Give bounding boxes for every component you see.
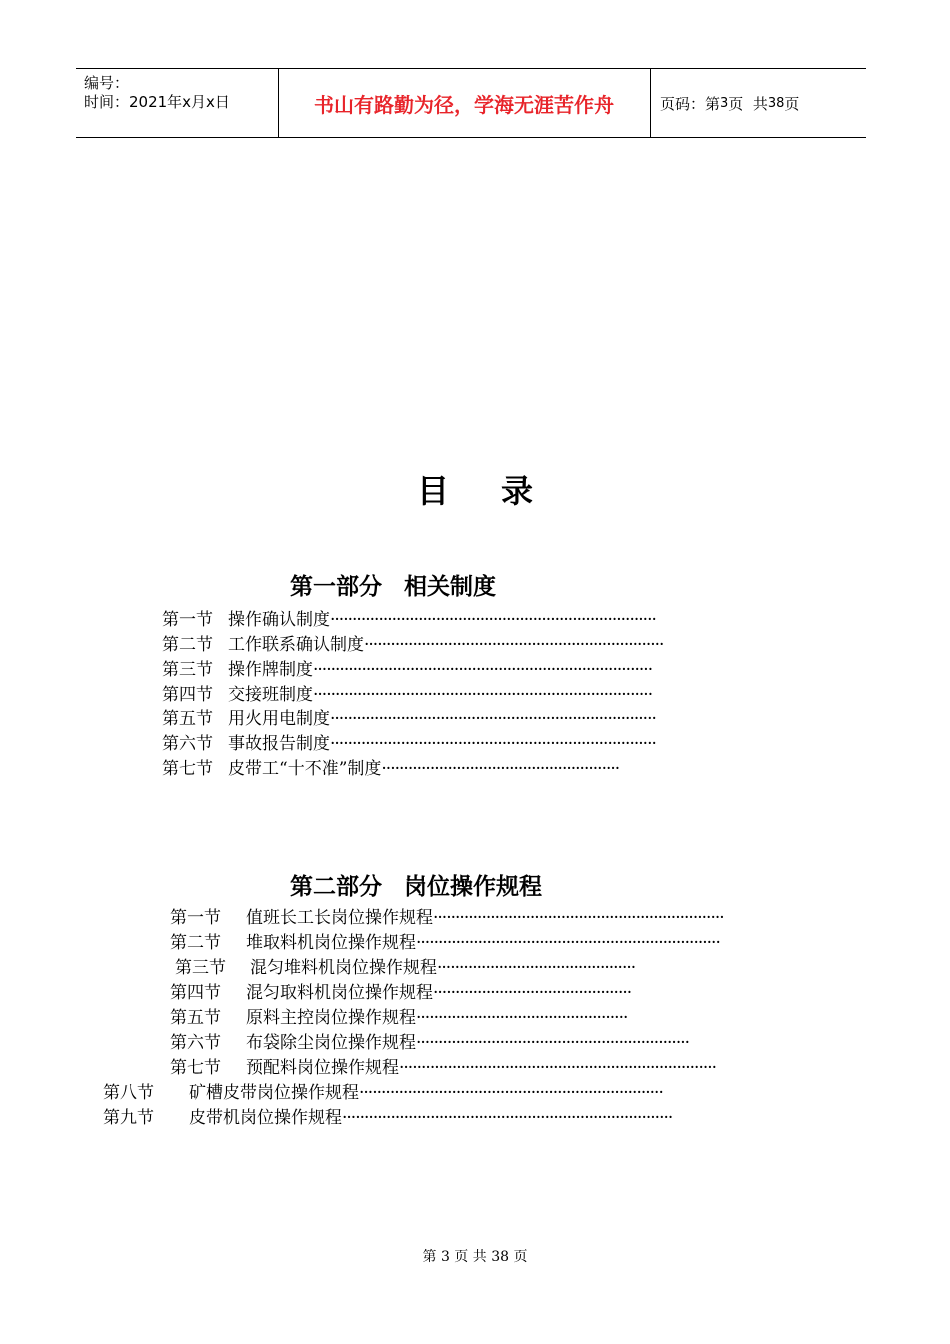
toc-dot-leader: ·········································································· xyxy=(330,709,656,729)
page-prefix: 页码：第 xyxy=(660,94,721,113)
part2-title-b: 岗位操作规程 xyxy=(404,874,542,900)
toc-entry-number: 第四节 xyxy=(162,685,213,705)
toc-entry xyxy=(162,634,725,656)
toc-entry-number: 第六节 xyxy=(170,1033,221,1053)
toc-title xyxy=(0,466,950,512)
toc-dot-leader: ················································ xyxy=(416,1008,628,1028)
toc-entry-title: 矿槽皮带岗位操作规程 xyxy=(189,1083,359,1103)
toc-entry-number: 第六节 xyxy=(162,734,213,754)
toc-entry-title: 原料主控岗位操作规程 xyxy=(246,1008,416,1028)
toc-dot-leader: ············································· xyxy=(437,958,636,978)
toc-dot-leader: ·········································································· xyxy=(330,610,656,630)
toc-entry-title: 堆取料机岗位操作规程 xyxy=(246,933,416,953)
toc-entry xyxy=(170,1057,781,1079)
toc-entry-number: 第一节 xyxy=(162,610,213,630)
toc-dot-leader: ····································································· xyxy=(359,1083,663,1103)
toc-entry-number: 第三节 xyxy=(162,660,213,680)
page-footer: 第 3 页 共 38 页 xyxy=(422,1249,528,1265)
toc-entry-title: 皮带工“十不准”制度 xyxy=(228,759,382,779)
toc-entry-number: 第三节 xyxy=(175,958,226,978)
part2-title xyxy=(290,868,542,901)
header-info-cell xyxy=(76,69,279,137)
toc-entry xyxy=(170,932,781,954)
toc-entry-number: 第七节 xyxy=(170,1058,221,1078)
toc-entry-number: 第四节 xyxy=(170,983,221,1003)
toc-entry-title: 工作联系确认制度 xyxy=(228,635,364,655)
toc-entry xyxy=(170,907,781,929)
page-total: 38 xyxy=(767,95,785,111)
page-number: 3 xyxy=(720,95,729,111)
toc-dot-leader: ············································································· xyxy=(313,660,653,680)
toc-dot-leader: ········································································ xyxy=(399,1058,717,1078)
toc-entry xyxy=(170,982,667,1004)
toc-entry-title: 操作确认制度 xyxy=(228,610,330,630)
toc-entry-title: 预配料岗位操作规程 xyxy=(246,1058,399,1078)
part1-title xyxy=(290,568,496,601)
toc-entry xyxy=(103,1107,742,1129)
toc-entry-title: 操作牌制度 xyxy=(228,660,313,680)
toc-entry-number: 第八节 xyxy=(103,1083,154,1103)
number-label: 编号： xyxy=(84,74,130,92)
toc-dot-leader: ············································· xyxy=(433,983,632,1003)
toc-entry xyxy=(103,1082,725,1104)
toc-entry-number: 第五节 xyxy=(162,709,213,729)
toc-entry-number: 第二节 xyxy=(162,635,213,655)
toc-entry xyxy=(162,609,725,631)
toc-entry-title: 布袋除尘岗位操作规程 xyxy=(246,1033,416,1053)
toc-entry xyxy=(162,758,667,780)
toc-entry-number: 第一节 xyxy=(170,908,221,928)
toc-dot-leader: ····································································· xyxy=(416,933,720,953)
part1-title-a: 第一部分 xyxy=(290,574,382,600)
toc-dot-leader: ·································································· xyxy=(433,908,724,928)
toc-entry xyxy=(170,1032,742,1054)
toc-entry-number: 第七节 xyxy=(162,759,213,779)
toc-entry xyxy=(175,957,671,979)
page-header xyxy=(76,68,866,138)
part2-title-a: 第二部分 xyxy=(290,874,382,900)
toc-entry-title: 用火用电制度 xyxy=(228,709,330,729)
toc-entry xyxy=(162,733,725,755)
toc-entry xyxy=(170,1007,667,1029)
toc-entry xyxy=(162,659,725,681)
toc-entry-number: 第二节 xyxy=(170,933,221,953)
header-motto: 书山有路勤为径，学海无涯苦作舟 xyxy=(278,69,651,137)
toc-dot-leader: ··········································································· xyxy=(342,1108,673,1128)
toc-title-char-1: 目 xyxy=(416,472,449,510)
toc-dot-leader: ···································································· xyxy=(364,635,664,655)
time-label: 时间：2021年x月x日 xyxy=(84,93,230,111)
toc-dot-leader: ·········································································· xyxy=(330,734,656,754)
toc-entry xyxy=(162,708,725,730)
toc-entry-title: 皮带机岗位操作规程 xyxy=(189,1108,342,1128)
toc-title-char-2: 录 xyxy=(501,472,534,510)
toc-entry-number: 第九节 xyxy=(103,1108,154,1128)
header-page-info xyxy=(660,69,799,137)
toc-entry-title: 交接班制度 xyxy=(228,685,313,705)
toc-entry xyxy=(162,684,725,706)
toc-entry-title: 事故报告制度 xyxy=(228,734,330,754)
toc-dot-leader: ······························································ xyxy=(416,1033,690,1053)
toc-entry-title: 值班长工长岗位操作规程 xyxy=(246,908,433,928)
page-mid: 页 共 xyxy=(728,94,768,113)
toc-dot-leader: ············································································· xyxy=(313,685,653,705)
page-suffix: 页 xyxy=(784,94,800,113)
toc-dot-leader: ······················································ xyxy=(381,759,620,779)
part1-title-b: 相关制度 xyxy=(404,574,496,600)
toc-entry-number: 第五节 xyxy=(170,1008,221,1028)
toc-entry-title: 混匀取料机岗位操作规程 xyxy=(246,983,433,1003)
toc-entry-title: 混匀堆料机岗位操作规程 xyxy=(250,958,437,978)
